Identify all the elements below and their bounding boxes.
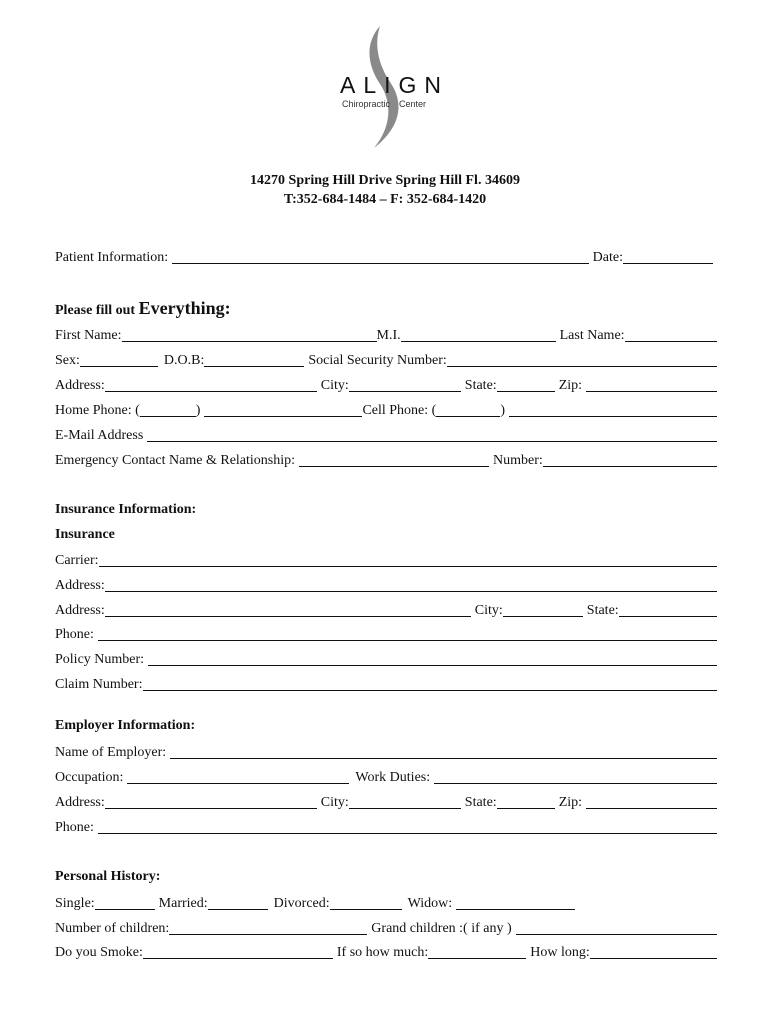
employer-name-label: Name of Employer: xyxy=(55,745,167,760)
policy-label: Policy Number: xyxy=(55,652,145,667)
work-duties-label: Work Duties: xyxy=(355,770,431,785)
divorced-label: Divorced: xyxy=(273,896,330,911)
sex-label: Sex: xyxy=(55,353,80,368)
widow-label: Widow: xyxy=(407,896,453,911)
emergency-label: Emergency Contact Name & Relationship: xyxy=(55,453,296,468)
ins-state-field[interactable] xyxy=(619,601,717,617)
claim-row xyxy=(55,674,717,694)
clinic-logo xyxy=(330,22,450,150)
ins-phone-row xyxy=(55,624,717,644)
employer-zip-field[interactable] xyxy=(586,793,717,809)
married-field[interactable] xyxy=(208,894,268,910)
employer-state-field[interactable] xyxy=(497,793,555,809)
smoke-field[interactable] xyxy=(143,943,333,959)
carrier-row xyxy=(55,550,717,570)
cell-phone-label: Cell Phone: ( xyxy=(362,403,437,418)
ins-address2-field[interactable] xyxy=(105,601,471,617)
grandchildren-label: Grand children :( if any ) xyxy=(371,921,512,936)
sex-field[interactable] xyxy=(80,351,158,367)
home-phone-close: ) xyxy=(195,403,201,418)
mi-field[interactable] xyxy=(401,326,556,342)
cell-phone-area-field[interactable] xyxy=(436,401,500,417)
single-field[interactable] xyxy=(95,894,155,910)
claim-field[interactable] xyxy=(143,675,718,691)
how-long-label: How long: xyxy=(530,945,590,960)
cell-phone-field[interactable] xyxy=(509,401,717,417)
marital-row xyxy=(55,893,575,913)
emergency-number-field[interactable] xyxy=(543,451,717,467)
policy-row xyxy=(55,649,717,669)
ins-address1-row xyxy=(55,575,717,595)
occupation-label: Occupation: xyxy=(55,770,124,785)
ins-address2-label: Address: xyxy=(55,603,105,618)
ins-state-label: State: xyxy=(586,603,619,618)
history-heading: Personal History: xyxy=(55,869,161,884)
occupation-row xyxy=(55,767,717,787)
fill-out-heading xyxy=(55,298,231,319)
first-name-label: First Name: xyxy=(55,328,122,343)
state-label: State: xyxy=(464,378,497,393)
last-name-label: Last Name: xyxy=(559,328,625,343)
address-row xyxy=(55,375,717,395)
ins-phone-label: Phone: xyxy=(55,627,94,642)
dob-label: D.O.B: xyxy=(163,353,205,368)
children-field[interactable] xyxy=(169,919,367,935)
emergency-number-label: Number: xyxy=(493,453,543,468)
how-much-label: If so how much: xyxy=(336,945,429,960)
clinic-address: 14270 Spring Hill Drive Spring Hill Fl. 34609 xyxy=(250,173,520,188)
email-field[interactable] xyxy=(147,426,717,442)
phone-row xyxy=(55,400,717,420)
name-row xyxy=(55,325,717,345)
employer-zip-label: Zip: xyxy=(558,795,583,810)
dob-field[interactable] xyxy=(204,351,304,367)
insurance-subheading: Insurance xyxy=(55,527,115,542)
patient-info-field[interactable] xyxy=(172,248,589,264)
ins-address2-row xyxy=(55,600,717,620)
first-name-field[interactable] xyxy=(122,326,377,342)
grandchildren-field[interactable] xyxy=(516,919,717,935)
state-field[interactable] xyxy=(497,376,555,392)
claim-label: Claim Number: xyxy=(55,677,143,692)
children-label: Number of children: xyxy=(55,921,170,936)
zip-label: Zip: xyxy=(558,378,583,393)
date-field[interactable] xyxy=(623,248,713,264)
email-label: E-Mail Address xyxy=(55,428,144,443)
fill-out-emphasis: Everything: xyxy=(138,298,231,318)
address-field[interactable] xyxy=(105,376,317,392)
date-label: Date: xyxy=(592,250,623,265)
employer-state-label: State: xyxy=(464,795,497,810)
emergency-field[interactable] xyxy=(299,451,489,467)
home-phone-area-field[interactable] xyxy=(140,401,196,417)
ins-city-field[interactable] xyxy=(503,601,583,617)
logo-subtitle-left: Chiropractic xyxy=(342,99,391,109)
city-field[interactable] xyxy=(349,376,461,392)
logo-subtitle-right: Center xyxy=(399,99,427,109)
carrier-field[interactable] xyxy=(99,551,717,567)
employer-name-field[interactable] xyxy=(170,743,717,759)
carrier-label: Carrier: xyxy=(55,553,99,568)
logo-brand-text: ALIGN xyxy=(340,72,450,98)
email-row xyxy=(55,425,717,445)
employer-city-field[interactable] xyxy=(349,793,461,809)
ins-address1-field[interactable] xyxy=(105,576,717,592)
ins-city-label: City: xyxy=(474,603,503,618)
employer-name-row xyxy=(55,742,717,762)
patient-info-row xyxy=(55,247,713,267)
insurance-heading: Insurance Information: xyxy=(55,502,197,517)
work-duties-field[interactable] xyxy=(434,768,717,784)
employer-address-label: Address: xyxy=(55,795,105,810)
employer-address-field[interactable] xyxy=(105,793,317,809)
occupation-field[interactable] xyxy=(127,768,349,784)
employer-city-label: City: xyxy=(320,795,349,810)
children-row xyxy=(55,918,717,938)
employer-heading: Employer Information: xyxy=(55,718,196,733)
city-label: City: xyxy=(320,378,349,393)
home-phone-label: Home Phone: ( xyxy=(55,403,140,418)
home-phone-field[interactable] xyxy=(204,401,362,417)
cell-phone-close: ) xyxy=(500,403,505,418)
ins-address1-label: Address: xyxy=(55,578,105,593)
how-much-field[interactable] xyxy=(428,943,526,959)
employer-phone-label: Phone: xyxy=(55,820,94,835)
patient-info-label: Patient Information: xyxy=(55,250,169,265)
smoke-row xyxy=(55,942,717,962)
how-long-field[interactable] xyxy=(590,943,717,959)
zip-field[interactable] xyxy=(586,376,717,392)
ssn-label: Social Security Number: xyxy=(308,353,447,368)
single-label: Single: xyxy=(55,896,95,911)
married-label: Married: xyxy=(158,896,208,911)
emergency-row xyxy=(55,450,717,470)
last-name-field[interactable] xyxy=(625,326,717,342)
mi-label: M.I. xyxy=(376,328,401,343)
policy-field[interactable] xyxy=(148,650,717,666)
smoke-label: Do you Smoke: xyxy=(55,945,143,960)
widow-field[interactable] xyxy=(456,894,575,910)
ins-phone-field[interactable] xyxy=(98,625,717,641)
sex-dob-ssn-row xyxy=(55,350,717,370)
fill-out-prefix: Please fill out xyxy=(55,303,139,318)
ssn-field[interactable] xyxy=(447,351,717,367)
divorced-field[interactable] xyxy=(330,894,402,910)
employer-phone-row xyxy=(55,817,717,837)
employer-phone-field[interactable] xyxy=(98,818,717,834)
employer-address-row xyxy=(55,792,717,812)
clinic-phone-fax: T:352-684-1484 – F: 352-684-1420 xyxy=(283,192,487,207)
address-label: Address: xyxy=(55,378,105,393)
